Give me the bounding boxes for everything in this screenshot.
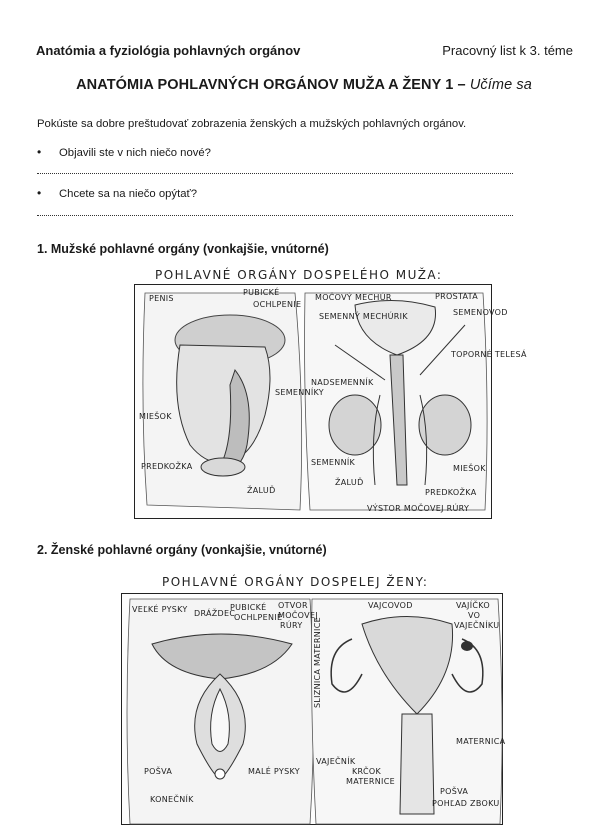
label-prostate: PROSTATA <box>435 292 479 301</box>
label-endometrium: SLIZNICA MATERNICE <box>313 617 322 708</box>
label-fallopian: VAJCOVOD <box>368 601 413 610</box>
page-title <box>0 77 608 93</box>
label-bladder: MOČOVÝ MECHÚR <box>315 293 392 302</box>
intro-text: Pokúste sa dobre preštudovať zobrazenia ženských a mužských pohlavných orgánov. <box>37 118 467 130</box>
female-labels <box>122 575 506 824</box>
label-urethra: VÝSTOR MOČOVEJ RÚRY <box>367 504 470 513</box>
label-clitoris: DRÁŽDEC <box>194 609 236 618</box>
label-uterus: MATERNICA <box>456 737 506 746</box>
worksheet-label: Pracovný list k 3. téme <box>442 43 573 58</box>
label-testis: SEMENNÍK <box>311 458 356 467</box>
label-testicle-ext: SEMENNÍKY <box>275 388 324 397</box>
female-organs-figure <box>121 575 506 825</box>
label-urethra-3: RÚRY <box>280 621 303 630</box>
label-cervix: KRČOK <box>352 767 382 776</box>
label-vagina-ext: POŠVA <box>144 767 173 776</box>
bullet-icon: • <box>37 145 42 159</box>
label-labia-minor: MALÉ PYSKY <box>248 767 300 776</box>
label-erectile: TOPORNÉ TELESÁ <box>451 350 527 359</box>
label-shaft: MIEŠOK <box>453 464 486 473</box>
subject-heading: Anatómia a fyziológia pohlavných orgánov <box>36 43 301 58</box>
answer-line-1[interactable] <box>37 173 513 174</box>
male-labels <box>135 268 527 518</box>
label-glans-ext: ŽALUĎ <box>247 486 276 495</box>
answer-line-2[interactable] <box>37 215 513 216</box>
question-1 <box>37 145 211 159</box>
label-penis: PENIS <box>149 294 174 303</box>
label-scrotum: MIEŠOK <box>139 412 172 421</box>
label-foreskin-ext: PREDKOŽKA <box>141 462 193 471</box>
label-vagina: POŠVA <box>440 787 469 796</box>
female-figure-heading: POHLAVNÉ ORGÁNY DOSPELEJ ŽENY: <box>162 575 429 589</box>
label-ovum: VAJÍČKO <box>456 601 490 610</box>
label-ovum-3: VAJEČNÍKU <box>454 621 500 630</box>
label-pubic: PUBICKÉ <box>243 288 280 297</box>
label-cervix-2: MATERNICE <box>346 777 395 786</box>
label-urethra-2: MOČOVEJ <box>278 611 318 620</box>
label-vagina-2: POHĽAD ZBOKU <box>432 799 500 808</box>
label-seminal: SEMENNÝ MECHÚRIK <box>319 312 408 321</box>
label-pubic-2: OCHLPENIE <box>253 300 302 309</box>
title-main: ANATÓMIA POHLAVNÝCH ORGÁNOV MUŽA A ŽENY 1 – <box>76 77 470 93</box>
label-epididymis: NADSEMENNÍK <box>311 378 374 387</box>
label-glans: ŽALUĎ <box>335 478 364 487</box>
label-pubic: PUBICKÉ <box>230 603 267 612</box>
label-anus: KONEČNÍK <box>150 795 194 804</box>
label-labia-major: VEĽKÉ PYSKY <box>132 605 188 614</box>
label-pubic-2: OCHLPENIE <box>234 613 283 622</box>
section-female-heading: 2. Ženské pohlavné orgány (vonkajšie, vnútorné) <box>37 543 327 557</box>
bullet-icon: • <box>37 186 42 200</box>
label-foreskin: PREDKOŽKA <box>425 488 477 497</box>
question-2-text: Chcete sa na niečo opýtať? <box>59 188 198 200</box>
label-ovum-2: VO <box>468 611 481 620</box>
question-2 <box>37 186 197 200</box>
question-1-text: Objavili ste v nich niečo nové? <box>59 147 211 159</box>
male-organs-figure <box>134 268 527 519</box>
label-vas: SEMENOVOD <box>453 308 508 317</box>
title-italic: Učíme sa <box>469 77 532 93</box>
section-male-heading: 1. Mužské pohlavné orgány (vonkajšie, vnútorné) <box>37 242 329 256</box>
male-figure-heading: POHLAVNÉ ORGÁNY DOSPELÉHO MUŽA: <box>155 268 443 282</box>
label-urethra: OTVOR <box>278 601 308 610</box>
label-ovaries: VAJEČNÍK <box>316 757 356 766</box>
